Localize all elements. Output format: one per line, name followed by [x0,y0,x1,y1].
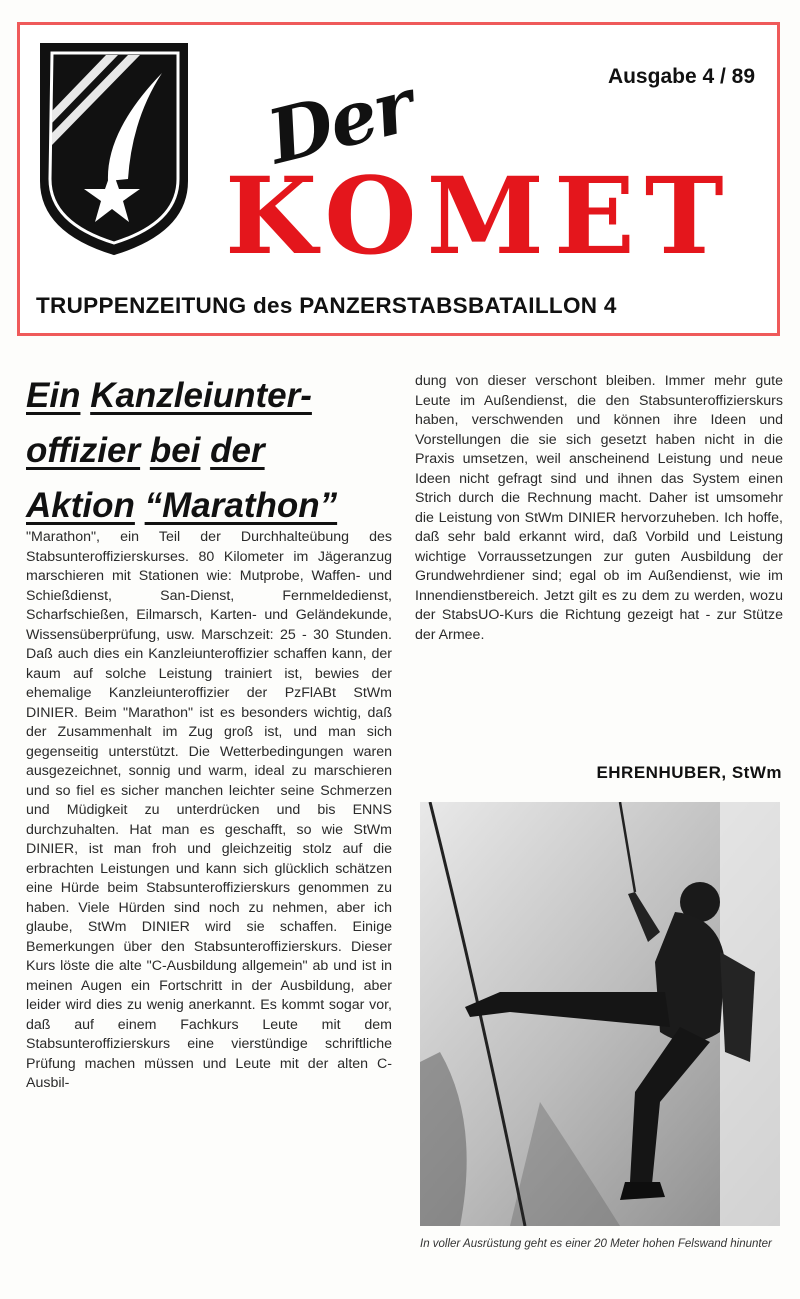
headline-line-3 [26,478,398,533]
headline-line-1 [26,368,398,423]
article-body-left: "Marathon", ein Teil der Durchhalteübung des Stabsunteroffizierskurses. 80 Kilometer im Jägeranzug marschieren mit Stationen wie: Mutprobe, Waffen- und Schießdienst, San-Dienst, Fernmeldedienst, Scharfschießen, Eilmarsch, Karten- und Geländekunde, Wissensüberprüfung, usw. Marschzeit: 25 - 30 Stunden. Daß auch dies ein Kanzleiunteroffizier schaffen kann, der kaum auf solche Leistung trainiert ist, bewies der ehemalige Kanzleiunteroffizier der PzFlABt StWm DINIER. Beim "Marathon" ist es besonders wichtig, daß der Zusammenhalt im Zug groß ist, und man sich gegenseitig unterstützt. Die Wetterbedingungen waren ausgezeichnet, sonnig und warm, ideal zu marschieren und so fiel es sicher manchen leichter seine Schmerzen und Müdigkeit zu unterdrücken und bis ENNS durchzuhalten. Hat man es geschafft, so wie StWm DINIER, ist man froh und gleichzeitig stolz auf die erbrachten Leistungen und kann sich glücklich schätzen eine Hürde beim Stabsunteroffizierskurs genommen zu haben. Viele Hürden sind noch zu nehmen, aber ich glaube, StWm DINIER wird sie schaffen. Einige Bemerkungen über den Stabsunteroffizierskurs. Dieser Kurs löste die alte "C-Ausbildung allgemein" ab und ist in meinen Augen ein Fortschritt in der Ausbildung, aber leider wird dies zu wenig anerkannt. Es kommt sogar vor, daß auf einem Fachkurs Leute mit dem Stabsunteroffizierskurs eine vierstündige schriftliche Prüfung machen müssen und Leute mit der alten C-Ausbil- [26,529,392,1091]
masthead-subtitle: TRUPPENZEITUNG des PANZERSTABSBATAILLON 4 [36,293,617,318]
masthead [17,22,780,336]
article-body-right: dung von dieser verschont bleiben. Immer mehr gute Leute im Außendienst, die den Stabsunteroffizierskurs haben, verschwenden und können ihre Ideen und Vorstellungen die sie sich gesetzt haben nicht in die Praxis umsetzen, weil anscheinend Leistung und neue Ideen nicht gefragt sind und ihnen das System einen Strich durch die Rechnung macht. Daher ist umsomehr die Leistung von StWm DINIER hervorzuheben. Ich hoffe, daß sehr bald erkannt wird, daß Vorbild und Leistung wichtige Vorraussetzungen zur guten Ausbildung der Grundwehrdiener sind; egal ob im Außendienst, wie im Innendienstbereich. Jetzt gilt es zu dem zu werden, wozu der StabsUO-Kurs die Richtung gezeigt hat - zur Stütze der Armee. [415,373,783,643]
headline-word: Kanzleiunter- [90,376,312,415]
headline-word: offizier [26,431,141,470]
masthead-der: Der [259,62,421,182]
headline-word: Aktion [26,486,135,525]
headline-line-2 [26,423,398,478]
photo-caption: In voller Ausrüstung geht es einer 20 Meter hohen Felswand hinunter [420,1238,772,1250]
masthead-title: KOMET [225,153,734,278]
author-byline: EHRENHUBER, StWm [596,763,782,782]
issue-number: Ausgabe 4 / 89 [607,65,755,88]
headline-word: “Marathon” [144,486,338,525]
headline-word: bei [149,431,201,470]
headline-word: der [210,431,265,470]
headline-word: Ein [26,376,81,415]
article-headline [26,368,398,533]
rappelling-soldier-photo [420,802,780,1226]
photo-illustration [420,802,780,1226]
battalion-crest-icon [36,41,192,257]
